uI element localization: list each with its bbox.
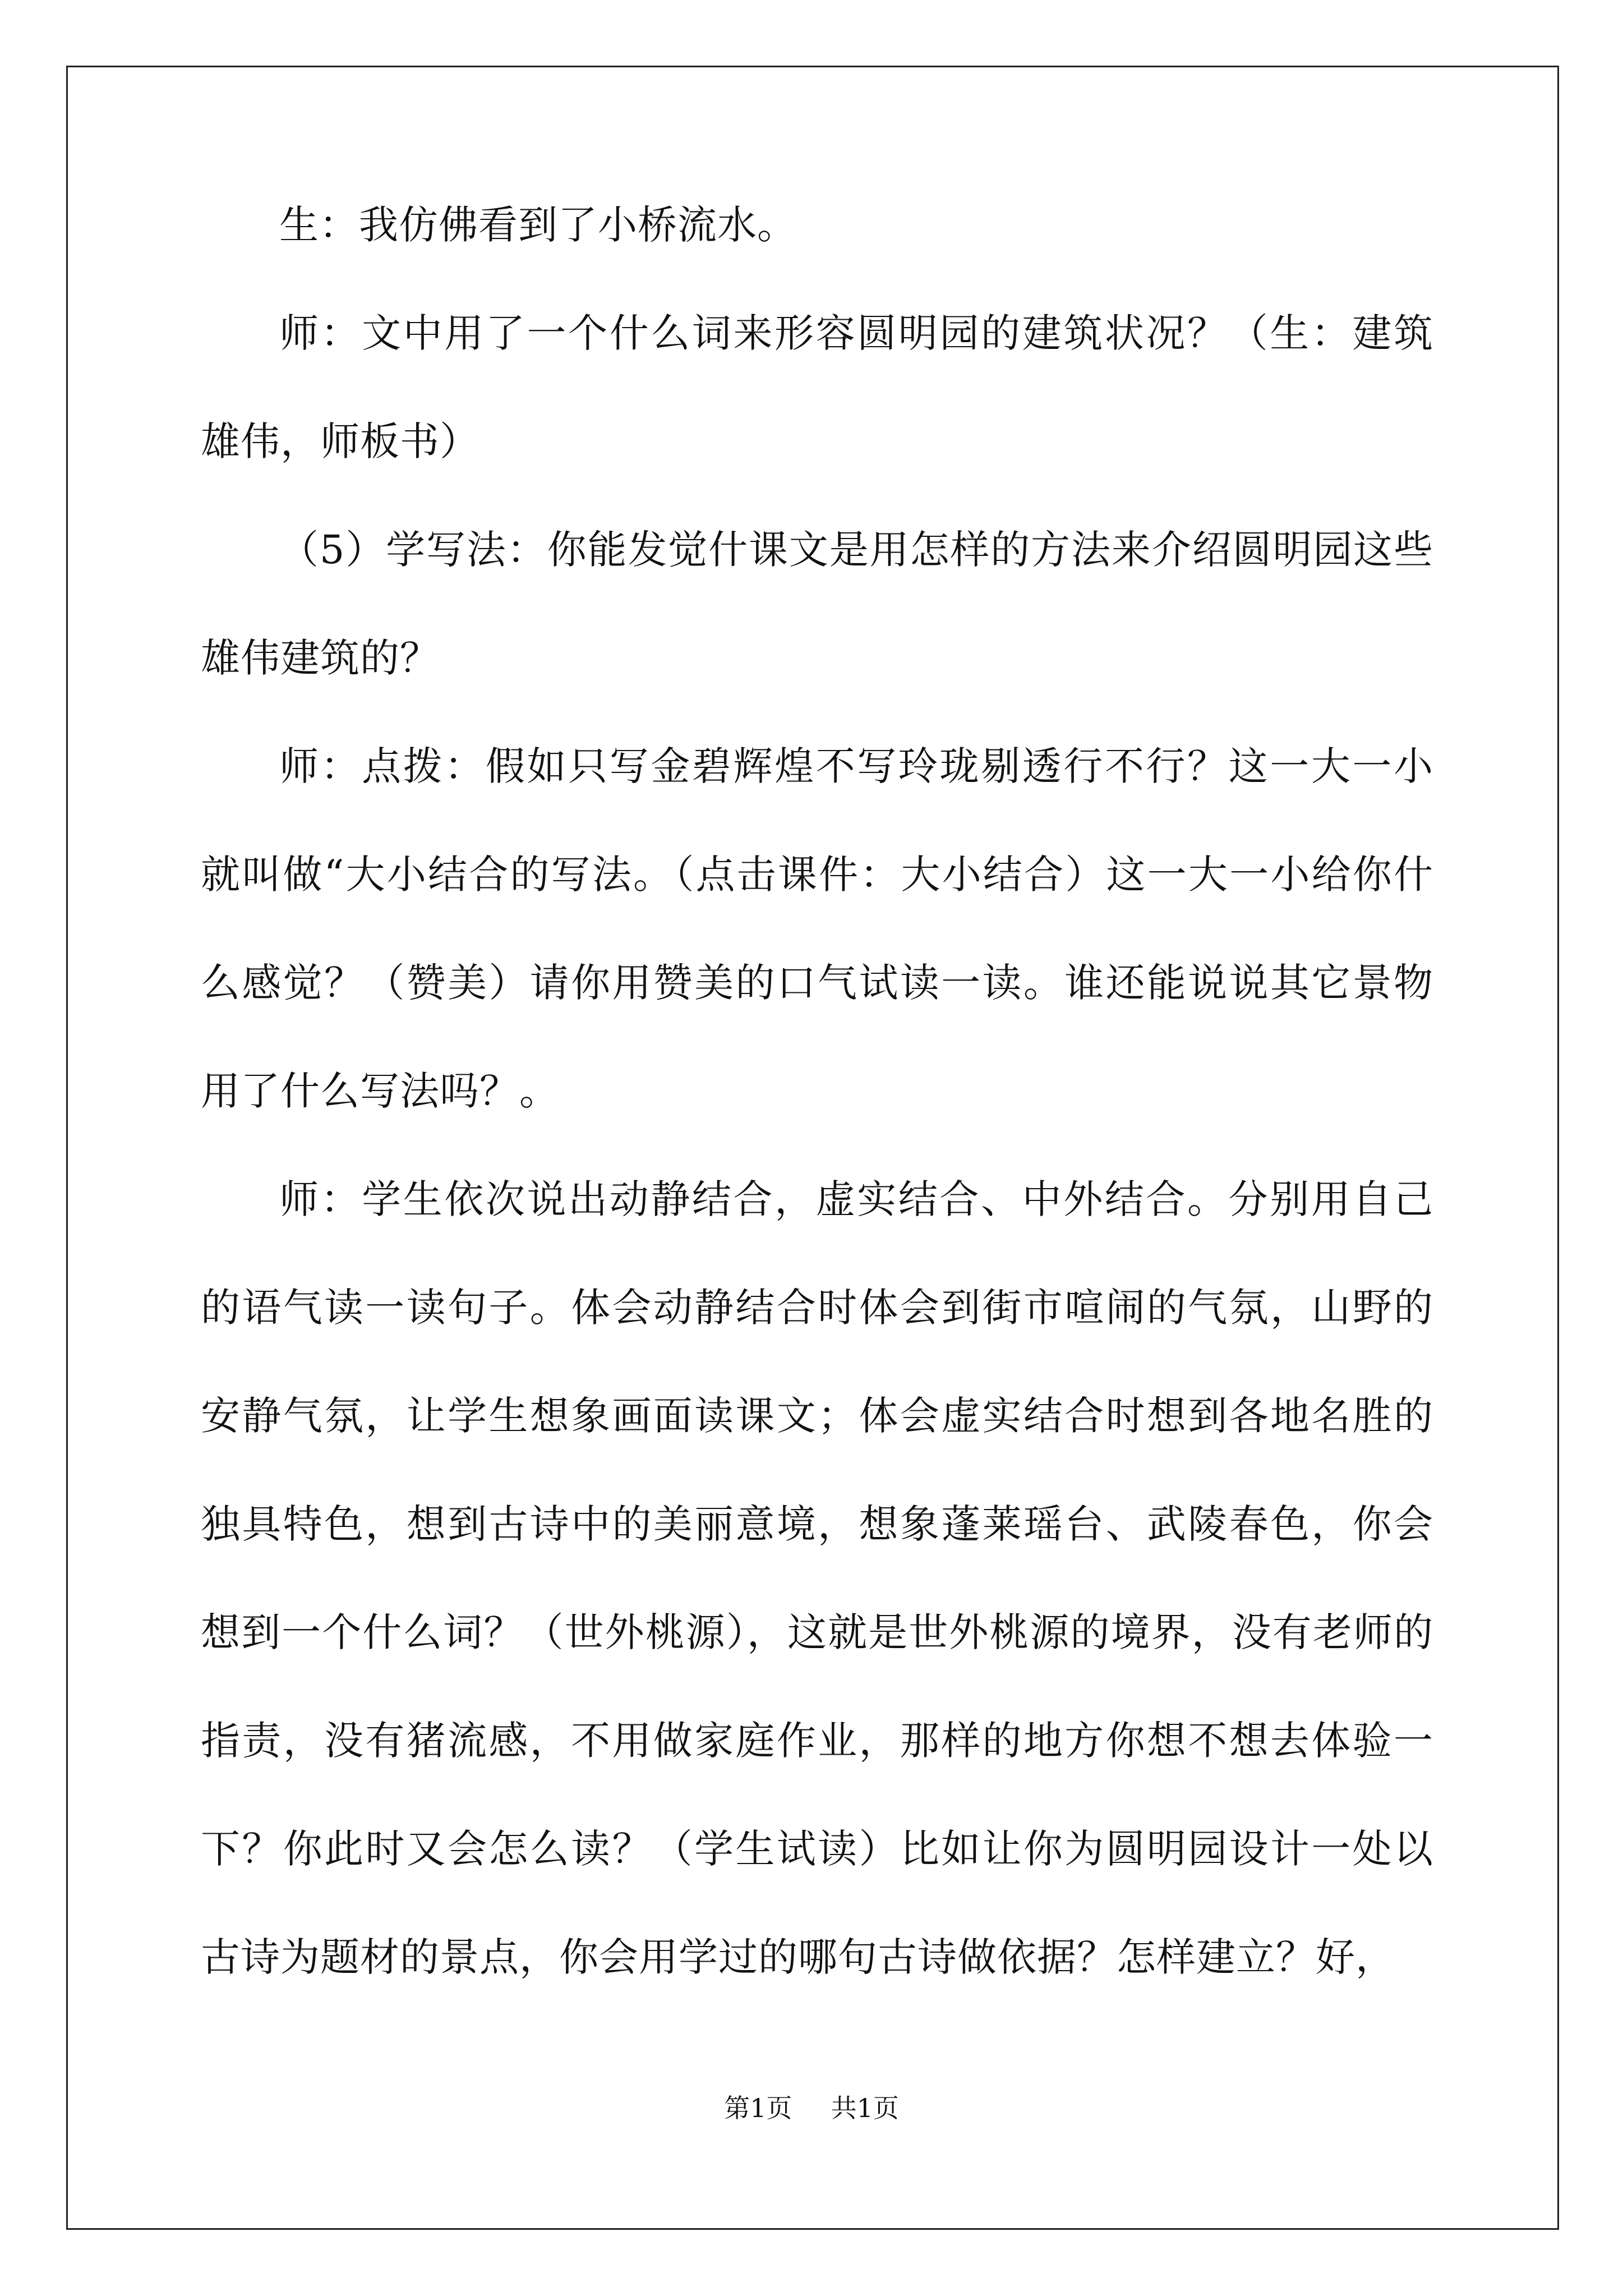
- page-footer: [0, 2091, 1623, 2125]
- paragraph: 师：学生依次说出动静结合，虚实结合、中外结合。分别用自己的语气读一读句子。体会动静结合时体会到街市喧闹的气氛，山野的安静气氛，让学生想象画面读课文；体会虚实结合时想到各地名胜的独具特色，想到古诗中的美丽意境，想象蓬莱瑶台、武陵春色，你会想到一个什么词？（世外桃源），这就是世外桃源的境界，没有老师的指责，没有猪流感，不用做家庭作业，那样的地方你想不想去体验一下？你此时又会怎么读？（学生试读）比如让你为圆明园设计一处以古诗为题材的景点，你会用学过的哪句古诗做依据？怎样建立？好，: [201, 1176, 1433, 1980]
- paragraph: （5）学写法：你能发觉什课文是用怎样的方法来介绍圆明园这些雄伟建筑的？: [201, 527, 1433, 681]
- paragraph: 师：点拨：假如只写金碧辉煌不写玲珑剔透行不行？这一大一小就叫做“大小结合的写法。（点击课件：大小结合）这一大一小给你什么感觉？（赞美）请你用赞美的口气试读一读。谁还能说说其它景物用了什么写法吗？。: [201, 743, 1433, 1114]
- document-body: [201, 202, 1433, 2012]
- page-number: 第1页: [724, 2093, 792, 2123]
- paragraph: 师：文中用了一个什么词来形容圆明园的建筑状况？（生：建筑雄伟，师板书）: [201, 310, 1433, 464]
- page-total: 共1页: [831, 2093, 899, 2123]
- paragraph: 生：我仿佛看到了小桥流水。: [279, 202, 797, 248]
